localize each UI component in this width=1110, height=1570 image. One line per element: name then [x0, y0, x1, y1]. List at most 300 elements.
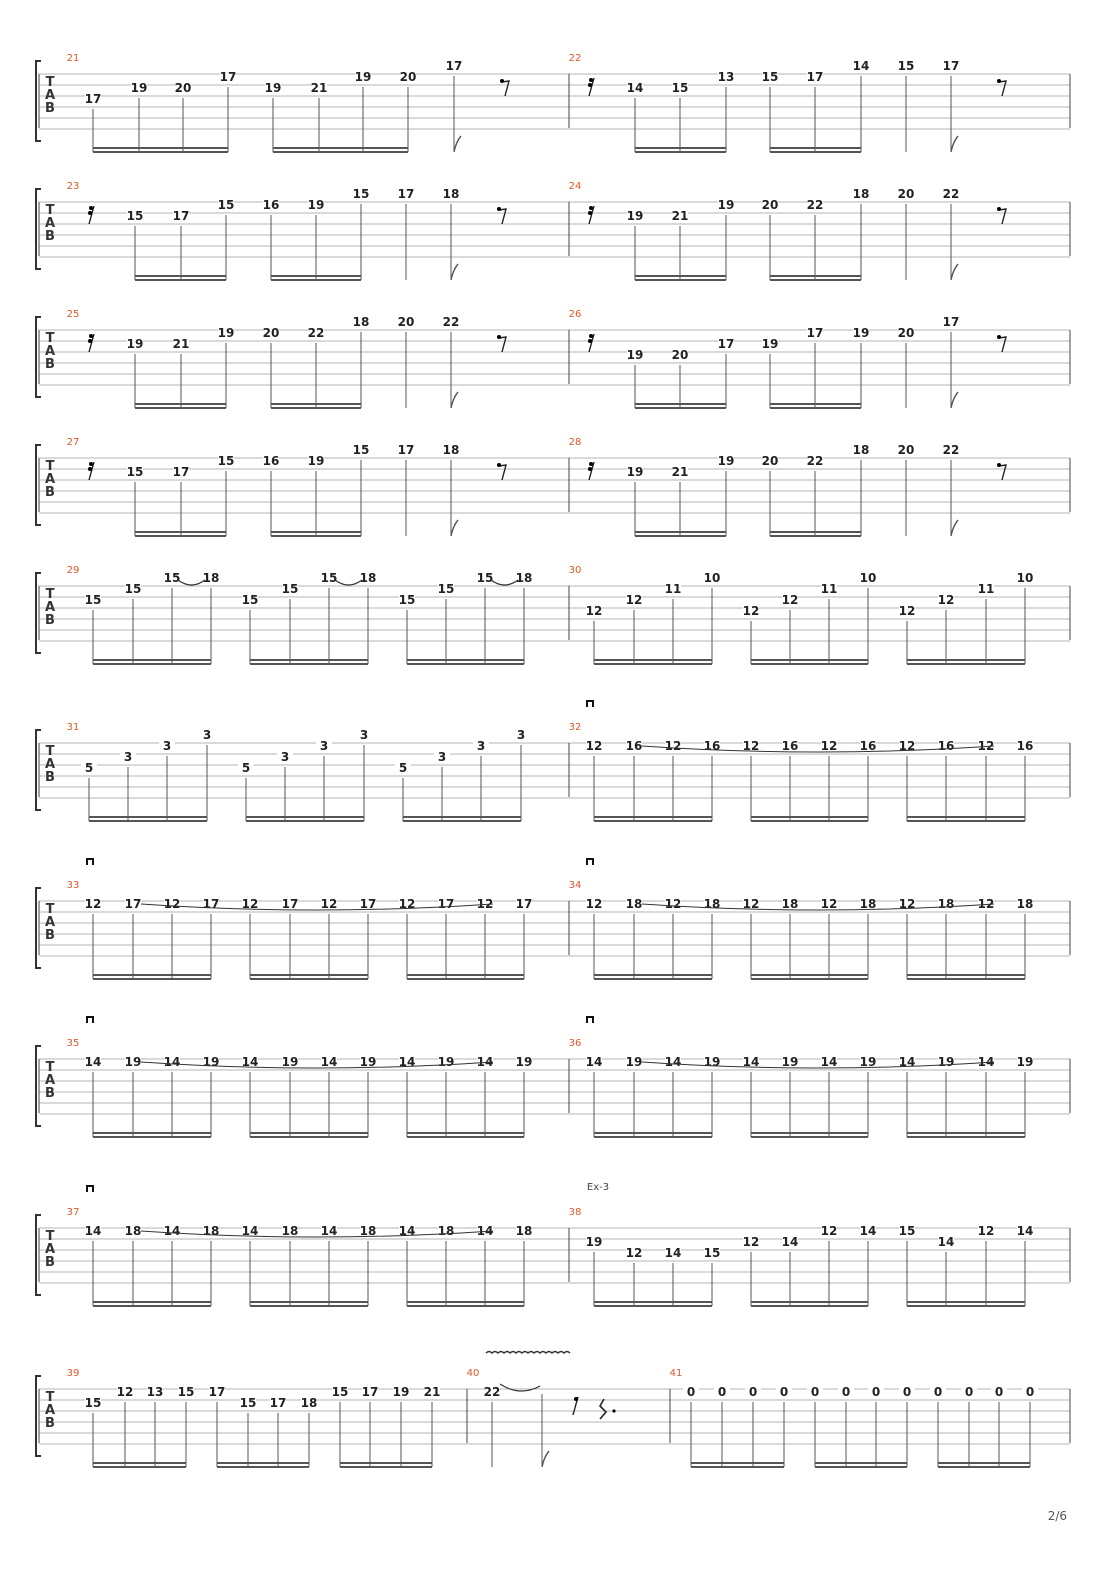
fret-number: 18	[1016, 897, 1034, 911]
fret-number: 17	[361, 1385, 379, 1399]
note-flag	[451, 520, 458, 536]
fret-number: 0	[841, 1385, 851, 1399]
fret-number: 3	[202, 728, 212, 742]
fret-number: 3	[437, 750, 447, 764]
fret-number: 19	[307, 198, 325, 212]
rest-dot	[589, 206, 593, 210]
fret-number: 19	[281, 1055, 299, 1069]
note-flag	[542, 1451, 549, 1467]
fret-number: 22	[442, 315, 460, 329]
note-flag	[451, 392, 458, 408]
measure-number: 26	[568, 309, 582, 320]
fret-number: 17	[202, 897, 220, 911]
fret-number: 22	[942, 443, 960, 457]
vibrato-icon	[486, 1352, 570, 1354]
fret-number: 16	[625, 739, 643, 753]
fret-number: 18	[359, 571, 377, 585]
fret-number: 18	[281, 1224, 299, 1238]
fret-number: 17	[437, 897, 455, 911]
fret-number: 17	[397, 187, 415, 201]
fret-number: 14	[163, 1224, 181, 1238]
tab-clef-letter: A	[44, 600, 56, 615]
fret-number: 14	[320, 1224, 338, 1238]
downstroke-icon	[587, 701, 593, 707]
fret-number: 12	[320, 897, 338, 911]
fret-number: 19	[354, 70, 372, 84]
fret-number: 12	[937, 593, 955, 607]
fret-number: 12	[585, 739, 603, 753]
fret-number: 19	[852, 326, 870, 340]
fret-number: 18	[352, 315, 370, 329]
fret-number: 15	[126, 465, 144, 479]
fret-number: 15	[177, 1385, 195, 1399]
fret-number: 20	[399, 70, 417, 84]
fret-number: 18	[937, 897, 955, 911]
fret-number: 14	[163, 1055, 181, 1069]
fret-number: 14	[585, 1055, 603, 1069]
fret-number: 18	[300, 1396, 318, 1410]
note-flag	[951, 520, 958, 536]
fret-number: 15	[352, 187, 370, 201]
fret-number: 3	[516, 728, 526, 742]
fret-number: 20	[671, 348, 689, 362]
rest-dot	[997, 207, 1001, 211]
tab-system	[36, 1182, 1070, 1306]
tab-clef-letter: A	[44, 88, 56, 103]
fret-number: 19	[307, 454, 325, 468]
fret-number: 10	[1016, 571, 1034, 585]
fret-number: 17	[281, 897, 299, 911]
tab-system	[36, 1017, 1070, 1137]
tab-clef-letter: T	[45, 203, 55, 218]
fret-number: 18	[781, 897, 799, 911]
rest-dot	[588, 467, 592, 471]
downstroke-icon	[587, 1017, 593, 1023]
fret-number: 14	[781, 1235, 799, 1249]
fret-number: 19	[781, 1055, 799, 1069]
fret-number: 20	[761, 454, 779, 468]
eighth-rest-icon	[499, 209, 506, 224]
fret-number: 14	[84, 1055, 102, 1069]
fret-number: 14	[476, 1224, 494, 1238]
fret-number: 17	[359, 897, 377, 911]
fret-number: 20	[397, 315, 415, 329]
fret-number: 14	[898, 1055, 916, 1069]
fret-number: 18	[852, 187, 870, 201]
fret-number: 11	[820, 582, 838, 596]
rest-dot	[589, 462, 593, 466]
tie-arc	[491, 580, 518, 585]
measure-number: 30	[568, 565, 582, 576]
tab-clef-letter: B	[45, 101, 55, 116]
fret-number: 19	[217, 326, 235, 340]
fret-number: 3	[359, 728, 369, 742]
fret-number: 0	[1025, 1385, 1035, 1399]
fret-number: 18	[859, 897, 877, 911]
tab-clef-letter: A	[44, 344, 56, 359]
tab-clef-letter: B	[45, 229, 55, 244]
measure-number: 35	[66, 1038, 80, 1049]
rest-dot	[497, 463, 501, 467]
fret-number: 14	[977, 1055, 995, 1069]
rest-dot	[588, 339, 592, 343]
tab-clef-letter: T	[45, 75, 55, 90]
tab-system	[36, 53, 1070, 152]
fret-number: 17	[208, 1385, 226, 1399]
fret-number: 14	[476, 1055, 494, 1069]
measure-number: 40	[466, 1368, 480, 1379]
measure-number: 34	[568, 880, 582, 891]
measure-number: 36	[568, 1038, 582, 1049]
rest-dot	[588, 211, 592, 215]
fret-number: 5	[241, 761, 251, 775]
measure-number: 29	[66, 565, 80, 576]
tab-clef-letter: T	[45, 331, 55, 346]
fret-number: 12	[241, 897, 259, 911]
fret-number: 12	[898, 604, 916, 618]
fret-number: 14	[241, 1055, 259, 1069]
tab-system	[36, 701, 1070, 821]
tab-clef-letter: B	[45, 770, 55, 785]
fret-number: 12	[625, 1246, 643, 1260]
fret-number: 15	[897, 59, 915, 73]
measure-number: 23	[66, 181, 80, 192]
fret-number: 12	[585, 897, 603, 911]
rest-dot	[89, 462, 93, 466]
fret-number: 17	[515, 897, 533, 911]
fret-number: 19	[626, 209, 644, 223]
fret-number: 12	[781, 593, 799, 607]
fret-number: 12	[977, 739, 995, 753]
tab-system	[36, 1352, 1070, 1468]
fret-number: 0	[717, 1385, 727, 1399]
fret-number: 14	[320, 1055, 338, 1069]
fret-number: 12	[625, 593, 643, 607]
fret-number: 14	[626, 81, 644, 95]
fret-number: 19	[761, 337, 779, 351]
rest-dot	[89, 206, 93, 210]
fret-number: 0	[810, 1385, 820, 1399]
eighth-rest-icon	[999, 465, 1006, 480]
fret-number: 20	[897, 326, 915, 340]
fret-number: 11	[977, 582, 995, 596]
tab-clef-letter: T	[45, 1229, 55, 1244]
fret-number: 17	[84, 92, 102, 106]
tab-clef-letter: B	[45, 357, 55, 372]
fret-number: 21	[423, 1385, 441, 1399]
fret-number: 21	[671, 209, 689, 223]
fret-number: 19	[202, 1055, 220, 1069]
tab-system	[36, 859, 1070, 979]
tab-clef-letter: T	[45, 1390, 55, 1405]
measure-number: 37	[66, 1207, 80, 1218]
fret-number: 19	[359, 1055, 377, 1069]
fret-number: 15	[761, 70, 779, 84]
rest-dot	[612, 1409, 615, 1412]
fret-number: 15	[239, 1396, 257, 1410]
downstroke-icon	[87, 1186, 93, 1192]
fret-number: 17	[942, 59, 960, 73]
measure-number: 38	[568, 1207, 582, 1218]
fret-number: 16	[262, 454, 280, 468]
downstroke-icon	[587, 859, 593, 865]
fret-number: 19	[937, 1055, 955, 1069]
fret-number: 22	[307, 326, 325, 340]
fret-number: 12	[820, 897, 838, 911]
fret-number: 17	[219, 70, 237, 84]
fret-number: 19	[717, 198, 735, 212]
note-flag	[454, 136, 461, 152]
fret-number: 14	[241, 1224, 259, 1238]
measure-number: 31	[66, 722, 80, 733]
fret-number: 18	[852, 443, 870, 457]
fret-number: 20	[897, 443, 915, 457]
tie-arc	[335, 580, 362, 585]
measure-number: 24	[568, 181, 582, 192]
fret-number: 16	[781, 739, 799, 753]
eighth-rest-icon	[499, 465, 506, 480]
fret-number: 3	[123, 750, 133, 764]
fret-number: 15	[703, 1246, 721, 1260]
rest-dot	[997, 463, 1001, 467]
measure-number: 27	[66, 437, 80, 448]
note-flag	[951, 136, 958, 152]
eighth-rest-icon	[999, 81, 1006, 96]
fret-number: 14	[937, 1235, 955, 1249]
tab-clef-letter: A	[44, 1073, 56, 1088]
rest-dot	[589, 334, 593, 338]
fret-number: 15	[163, 571, 181, 585]
tab-clef-letter: B	[45, 485, 55, 500]
fret-number: 19	[392, 1385, 410, 1399]
eighth-rest-icon	[499, 337, 506, 352]
fret-number: 12	[977, 1224, 995, 1238]
fret-number: 18	[442, 443, 460, 457]
fret-number: 19	[437, 1055, 455, 1069]
fret-number: 15	[217, 198, 235, 212]
fret-number: 3	[319, 739, 329, 753]
fret-number: 20	[897, 187, 915, 201]
fret-number: 16	[859, 739, 877, 753]
fret-number: 15	[217, 454, 235, 468]
fret-number: 22	[806, 198, 824, 212]
fret-number: 19	[1016, 1055, 1034, 1069]
tab-system	[36, 437, 1070, 536]
tab-clef-letter: B	[45, 928, 55, 943]
eighth-rest-icon	[502, 81, 509, 96]
fret-number: 17	[124, 897, 142, 911]
fret-number: 22	[942, 187, 960, 201]
fret-number: 14	[398, 1055, 416, 1069]
fret-number: 0	[994, 1385, 1004, 1399]
tab-clef-letter: T	[45, 744, 55, 759]
fret-number: 15	[437, 582, 455, 596]
fret-number: 18	[124, 1224, 142, 1238]
fret-number: 22	[483, 1385, 501, 1399]
fret-number: 15	[126, 209, 144, 223]
fret-number: 20	[262, 326, 280, 340]
rest-dot	[500, 79, 504, 83]
eighth-rest-icon	[999, 209, 1006, 224]
tab-system	[36, 565, 1070, 664]
fret-number: 11	[664, 582, 682, 596]
fret-number: 15	[124, 582, 142, 596]
fret-number: 12	[163, 897, 181, 911]
fret-number: 17	[397, 443, 415, 457]
fret-number: 18	[515, 1224, 533, 1238]
fret-number: 0	[779, 1385, 789, 1399]
fret-number: 15	[320, 571, 338, 585]
fret-number: 17	[172, 209, 190, 223]
fret-number: 18	[703, 897, 721, 911]
fret-number: 12	[742, 739, 760, 753]
fret-number: 19	[585, 1235, 603, 1249]
quarter-rest-icon	[600, 1399, 606, 1419]
fret-number: 15	[281, 582, 299, 596]
fret-number: 0	[902, 1385, 912, 1399]
eighth-rest-icon	[999, 337, 1006, 352]
fret-number: 0	[686, 1385, 696, 1399]
tab-system	[36, 309, 1070, 408]
fret-number: 17	[269, 1396, 287, 1410]
fret-number: 15	[671, 81, 689, 95]
fret-number: 14	[398, 1224, 416, 1238]
fret-number: 12	[585, 604, 603, 618]
fret-number: 18	[202, 1224, 220, 1238]
downstroke-icon	[87, 1017, 93, 1023]
fret-number: 15	[898, 1224, 916, 1238]
fret-number: 15	[331, 1385, 349, 1399]
fret-number: 15	[84, 1396, 102, 1410]
fret-number: 19	[859, 1055, 877, 1069]
fret-number: 18	[437, 1224, 455, 1238]
fret-number: 16	[1016, 739, 1034, 753]
downstroke-icon	[87, 859, 93, 865]
rest-dot	[574, 1397, 578, 1401]
tab-clef-letter: A	[44, 472, 56, 487]
fret-number: 14	[84, 1224, 102, 1238]
fret-number: 3	[280, 750, 290, 764]
fret-number: 15	[398, 593, 416, 607]
fret-number: 0	[748, 1385, 758, 1399]
fret-number: 12	[476, 897, 494, 911]
tab-clef-letter: A	[44, 915, 56, 930]
fret-number: 17	[172, 465, 190, 479]
measure-number: 41	[669, 1368, 683, 1379]
fret-number: 13	[146, 1385, 164, 1399]
rest-dot	[588, 83, 592, 87]
rest-dot	[88, 211, 92, 215]
fret-number: 14	[664, 1246, 682, 1260]
fret-number: 16	[937, 739, 955, 753]
fret-number: 18	[202, 571, 220, 585]
tab-clef-letter: T	[45, 1060, 55, 1075]
fret-number: 5	[398, 761, 408, 775]
fret-number: 12	[742, 1235, 760, 1249]
fret-number: 12	[84, 897, 102, 911]
fret-number: 12	[398, 897, 416, 911]
rest-dot	[497, 335, 501, 339]
note-flag	[951, 392, 958, 408]
fret-number: 15	[84, 593, 102, 607]
fret-number: 0	[964, 1385, 974, 1399]
tab-clef-letter: A	[44, 1242, 56, 1257]
fret-number: 18	[625, 897, 643, 911]
rest-dot	[88, 467, 92, 471]
fret-number: 14	[1016, 1224, 1034, 1238]
fret-number: 12	[742, 897, 760, 911]
fret-number: 18	[442, 187, 460, 201]
fret-number: 16	[262, 198, 280, 212]
rest-dot	[997, 79, 1001, 83]
fret-number: 22	[806, 454, 824, 468]
fret-number: 12	[664, 897, 682, 911]
fret-number: 17	[806, 326, 824, 340]
tab-system	[36, 181, 1070, 280]
fret-number: 18	[515, 571, 533, 585]
measure-number: 39	[66, 1368, 80, 1379]
fret-number: 19	[626, 348, 644, 362]
fret-number: 13	[717, 70, 735, 84]
fret-number: 15	[352, 443, 370, 457]
note-flag	[451, 264, 458, 280]
fret-number: 20	[761, 198, 779, 212]
fret-number: 3	[476, 739, 486, 753]
fret-number: 17	[445, 59, 463, 73]
fret-number: 3	[162, 739, 172, 753]
rest-dot	[88, 339, 92, 343]
fret-number: 20	[174, 81, 192, 95]
fret-number: 12	[742, 604, 760, 618]
tab-clef-letter: A	[44, 1403, 56, 1418]
page-number: 2/6	[1047, 1509, 1067, 1523]
fret-number: 12	[977, 897, 995, 911]
fret-number: 0	[871, 1385, 881, 1399]
fret-number: 12	[898, 897, 916, 911]
note-flag	[951, 264, 958, 280]
measure-number: 33	[66, 880, 80, 891]
fret-number: 17	[942, 315, 960, 329]
fret-number: 10	[703, 571, 721, 585]
measure-number: 21	[66, 53, 80, 64]
tab-clef-letter: T	[45, 902, 55, 917]
fret-number: 12	[898, 739, 916, 753]
fret-number: 14	[664, 1055, 682, 1069]
rest-dot	[89, 334, 93, 338]
fret-number: 21	[671, 465, 689, 479]
fret-number: 14	[852, 59, 870, 73]
fret-number: 12	[820, 739, 838, 753]
fret-number: 10	[859, 571, 877, 585]
fret-number: 19	[264, 81, 282, 95]
fret-number: 19	[703, 1055, 721, 1069]
fret-number: 5	[84, 761, 94, 775]
fret-number: 14	[820, 1055, 838, 1069]
ex-label: Ex-3	[586, 1182, 610, 1193]
measure-number: 28	[568, 437, 582, 448]
tab-clef-letter: A	[44, 216, 56, 231]
fret-number: 12	[116, 1385, 134, 1399]
fret-number: 21	[172, 337, 190, 351]
rest-dot	[497, 207, 501, 211]
fret-number: 19	[515, 1055, 533, 1069]
tie-arc	[500, 1384, 540, 1391]
fret-number: 16	[703, 739, 721, 753]
fret-number: 15	[476, 571, 494, 585]
fret-number: 19	[626, 465, 644, 479]
fret-number: 12	[820, 1224, 838, 1238]
tab-clef-letter: B	[45, 1255, 55, 1270]
